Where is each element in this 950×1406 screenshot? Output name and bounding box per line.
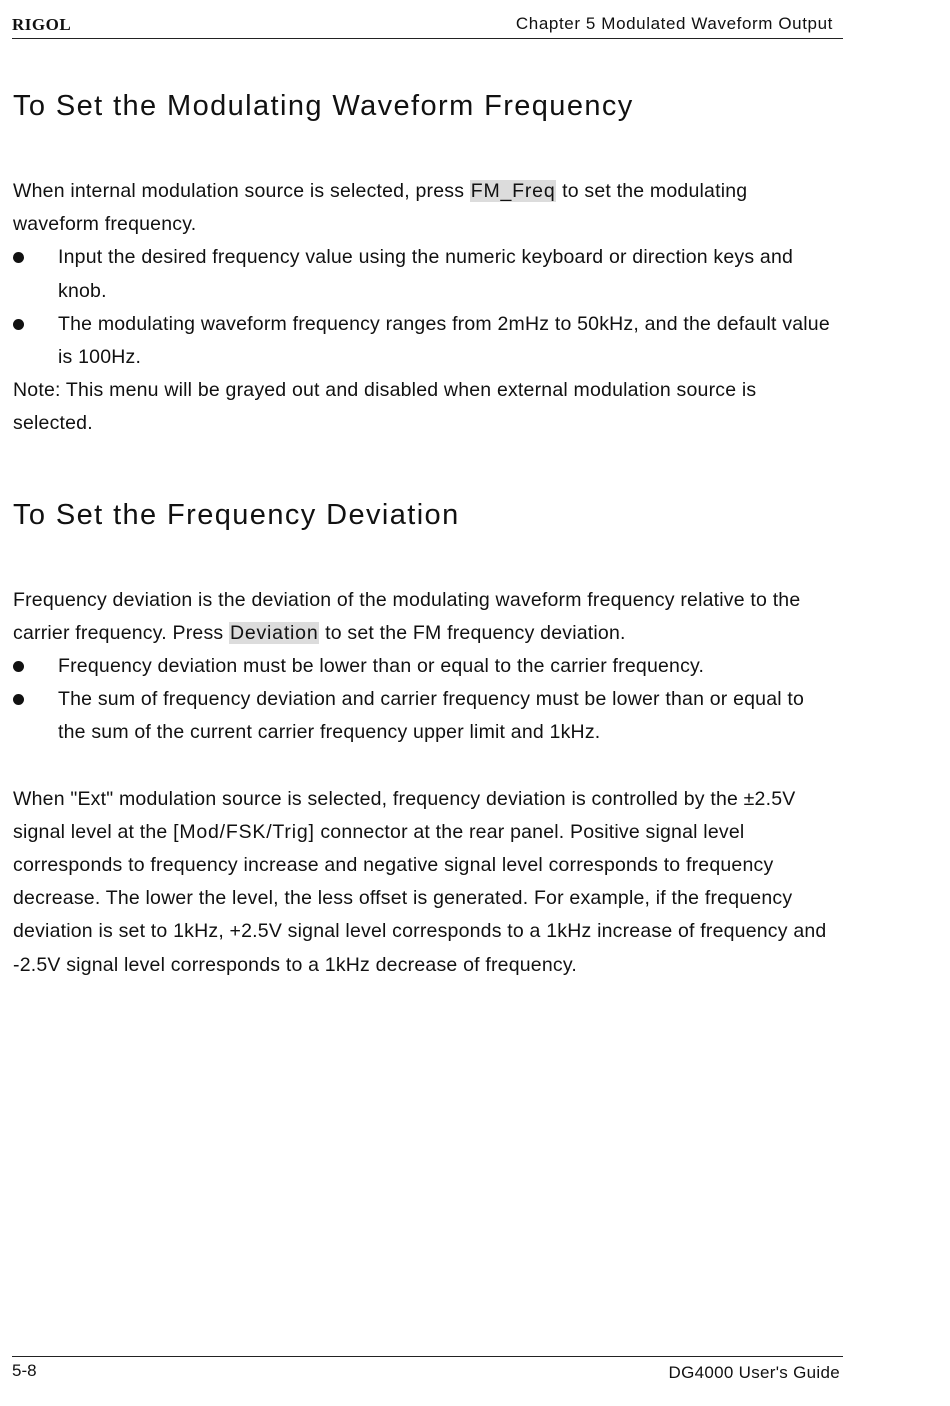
intro-text-pre: Frequency deviation is the deviation of the modulating waveform frequency relative to the carrier frequency. Press	[13, 588, 801, 644]
bullet-text: Frequency deviation must be lower than or equal to the carrier frequency.	[58, 655, 705, 678]
note-text: Note: This menu will be grayed out and disabled when external modulation source is selected.	[13, 379, 757, 435]
intro-text-post: to set the FM frequency deviation.	[319, 621, 626, 644]
bullet-text: The sum of frequency deviation and carrier frequency must be lower than or equal to the sum of the current carrier frequency upper limit and 1kHz.	[58, 688, 805, 744]
section-heading-modulating-frequency: To Set the Modulating Waveform Frequency	[13, 90, 634, 122]
chapter-title: Chapter 5 Modulated Waveform Output	[515, 14, 833, 33]
page-number: 5-8	[12, 1361, 37, 1380]
ext-text-pre: When "Ext" modulation source is selected, frequency deviation is controlled by the ±2.5V signal level at the	[13, 787, 796, 843]
intro-text-post: to set the modulating waveform frequency.	[13, 180, 748, 236]
bullet-icon	[13, 694, 24, 705]
external-modulation-paragraph	[13, 783, 833, 982]
intro-text-pre: When internal modulation source is selected, press	[13, 180, 470, 202]
list-item	[13, 308, 833, 374]
list-item	[13, 683, 833, 749]
page-header	[12, 12, 843, 39]
list-item	[13, 241, 833, 307]
modulating-frequency-bullets	[13, 241, 833, 374]
list-item	[13, 650, 833, 683]
modulating-frequency-intro	[13, 175, 833, 241]
page-content	[13, 86, 833, 982]
frequency-deviation-bullets	[13, 650, 833, 750]
bullet-text: The modulating waveform frequency ranges from 2mHz to 50kHz, and the default value is 100Hz.	[58, 312, 830, 369]
page-footer	[12, 1356, 843, 1387]
bullet-icon	[13, 319, 24, 330]
guide-title: DG4000 User's Guide	[668, 1363, 840, 1382]
rigol-logo: RIGOL	[12, 15, 72, 34]
frequency-deviation-intro	[13, 584, 833, 650]
mod-fsk-trig-connector: [Mod/FSK/Trig]	[173, 820, 315, 843]
fm-freq-softkey: FM_Freq	[470, 180, 556, 202]
bullet-text: Input the desired frequency value using the numeric keyboard or direction keys and knob.	[58, 246, 794, 302]
section-heading-frequency-deviation: To Set the Frequency Deviation	[13, 498, 460, 531]
bullet-icon	[13, 252, 24, 263]
bullet-icon	[13, 661, 24, 672]
deviation-softkey: Deviation	[229, 621, 319, 644]
ext-text-post: connector at the rear panel. Positive signal level corresponds to frequency increase and negative signal level corresponds to frequency decrease. The lower the level, the less offset is generated. For example, if the frequency deviation is set to 1kHz, +2.5V signal level corresponds to a 1kHz increase of frequency and -2.5V signal level corresponds to a 1kHz decrease of frequency.	[13, 820, 827, 976]
